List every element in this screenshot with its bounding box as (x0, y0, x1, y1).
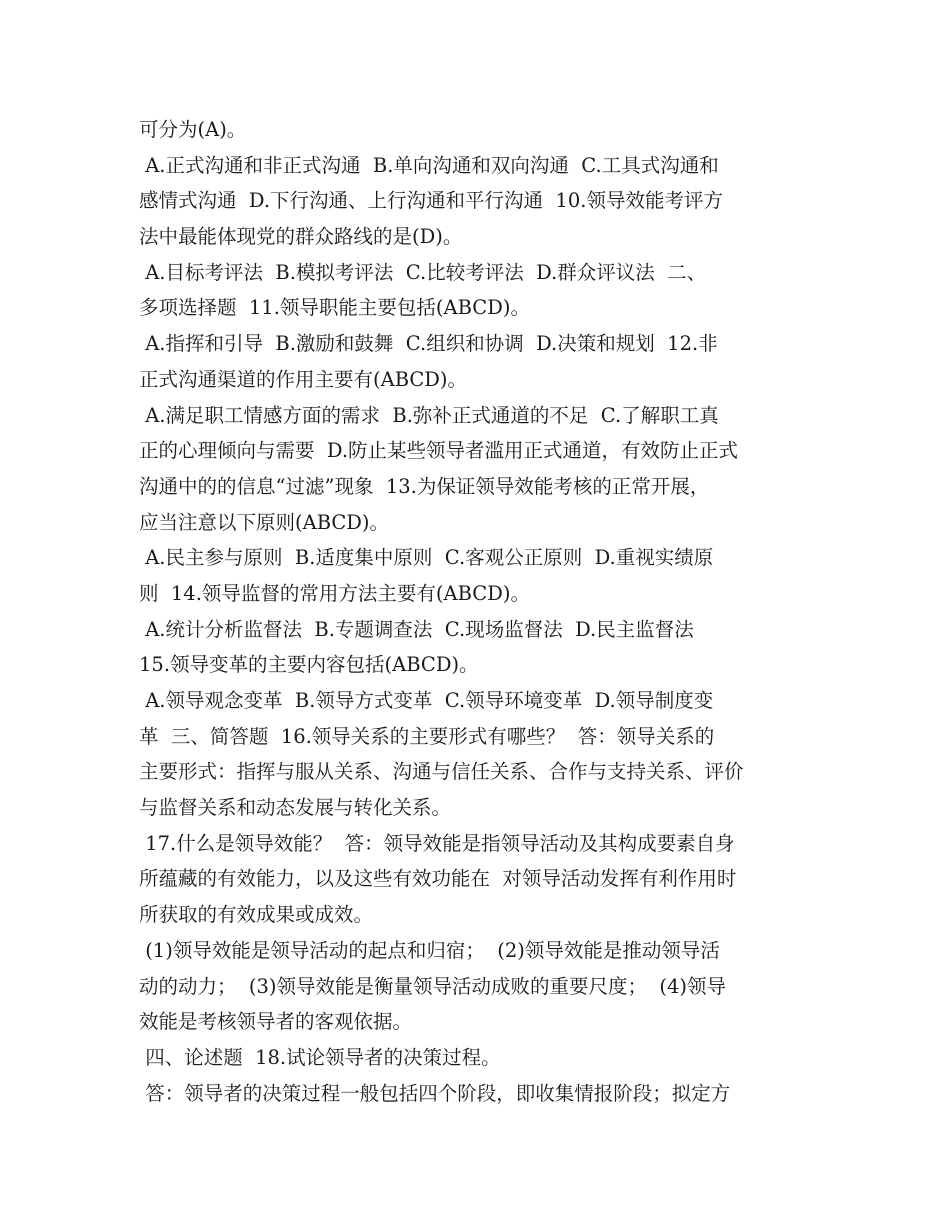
text-line: (1)领导效能是领导活动的起点和归宿； (2)领导效能是推动领导活 (139, 938, 720, 962)
text-line: A.统计分析监督法 B.专题调查法 C.现场监督法 D.民主监督法 (139, 617, 694, 641)
text-line: 沟通中的的信息“过滤”现象 13.为保证领导效能考核的正常开展， (139, 474, 710, 498)
text-line: A.目标考评法 B.模拟考评法 C.比较考评法 D.群众评议法 二、 (139, 260, 707, 284)
text-line: A.领导观念变革 B.领导方式变革 C.领导环境变革 D.领导制度变 (139, 689, 714, 712)
text-line: 正式沟通渠道的作用主要有(ABCD)。 (139, 367, 468, 391)
text-line: 17.什么是领导效能？ 答：领导效能是指领导活动及其构成要素自身 (139, 831, 735, 855)
text-line: 答：领导者的决策过程一般包括四个阶段，即收集情报阶段；拟定方 (139, 1081, 731, 1105)
text-line: 法中最能体现党的群众路线的是(D)。 (139, 225, 463, 249)
text-line: 感情式沟通 D.下行沟通、上行沟通和平行沟通 10.领导效能考评方 (139, 189, 723, 213)
text-line: 所蕴藏的有效能力，以及这些有效功能在 对领导活动发挥有利作用时 (139, 867, 737, 891)
text-line: 则 14.领导监督的常用方法主要有(ABCD)。 (139, 581, 530, 605)
text-line: 正的心理倾向与需要 D.防止某些领导者滥用正式通道，有效防止正式 (139, 439, 739, 463)
text-line: 动的动力； (3)领导效能是衡量领导活动成败的重要尺度； (4)领导 (139, 974, 727, 998)
text-line: 应当注意以下原则(ABCD)。 (139, 510, 390, 534)
text-line: 四、论述题 18.试论领导者的决策过程。 (139, 1045, 501, 1069)
text-line: 与监督关系和动态发展与转化关系。 (139, 796, 452, 820)
text-line: 革 三、简答题 16.领导关系的主要形式有哪些？ 答：领导关系的 (139, 724, 715, 748)
text-line: 可分为(A)。 (139, 118, 247, 141)
text-line: 主要形式：指挥与服从关系、沟通与信任关系、合作与支持关系、评价 (139, 760, 744, 784)
text-line: A.指挥和引导 B.激励和鼓舞 C.组织和协调 D.决策和规划 12.非 (139, 332, 718, 356)
text-line: 多项选择题 11.领导职能主要包括(ABCD)。 (139, 296, 530, 320)
text-line: A.正式沟通和非正式沟通 B.单向沟通和双向沟通 C.工具式沟通和 (139, 153, 719, 177)
text-line: 效能是考核领导者的客观依据。 (139, 1010, 413, 1034)
text-line: A.民主参与原则 B.适度集中原则 C.客观公正原则 D.重视实绩原 (139, 546, 714, 570)
text-line: 所获取的有效成果或成效。 (139, 903, 374, 927)
document-body (139, 112, 813, 1111)
text-line: A.满足职工情感方面的需求 B.弥补正式通道的不足 C.了解职工真 (139, 403, 719, 427)
text-line: 15.领导变革的主要内容包括(ABCD)。 (139, 653, 479, 677)
